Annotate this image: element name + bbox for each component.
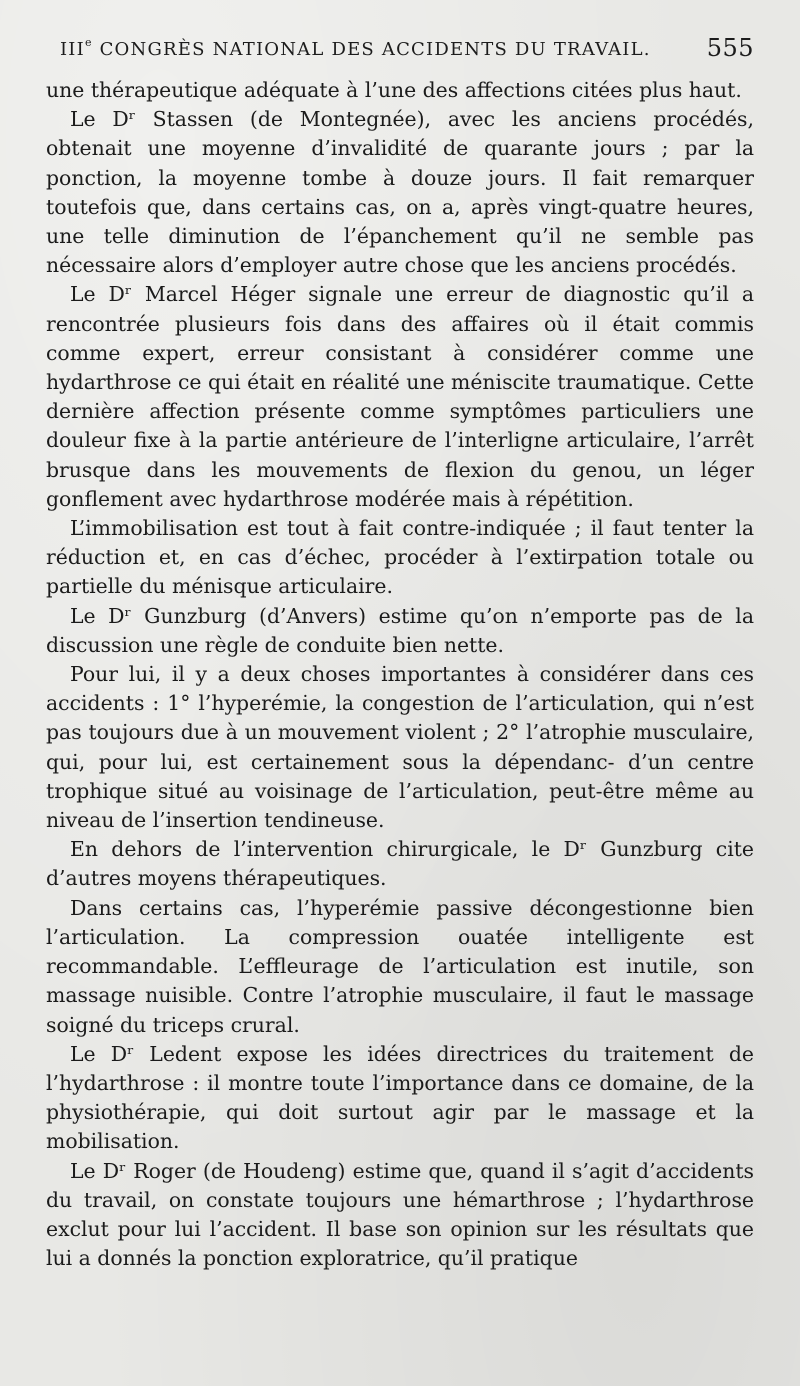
paragraph-gunzburg-means: En dehors de l’intervention chirurgicale, le Dʳ Gunzburg cite d’autres moyens thérapeutiques. <box>46 837 754 891</box>
paragraph-ledent: Le Dʳ Ledent expose les idées directrices du traitement de l’hydarthrose : il montre toute l’importance dans ce domaine, de la physiothérapie, qui doit surtout agir par le massage et la mobilisation. <box>46 1041 754 1154</box>
page-header <box>60 34 754 70</box>
paragraph-gunzburg-points: Pour lui, il y a deux choses importantes à considérer dans ces accidents : 1° l’hyperémie, la congestion de l’articulation, qui n’est pas toujours due à un mouvement violent ; 2° l’atrophie musculaire, qui, pour lui, est certainement sous la dépendanc- d’un centre trophique situé au voisinage de l’articulation, peut-être même au niveau de l’insertion tendineuse. <box>46 662 754 833</box>
running-title-text: CONGRÈS NATIONAL DES ACCIDENTS DU TRAVAIL. <box>99 39 651 60</box>
paragraph-immobilisation: L’immobilisation est tout à fait contre-indiquée ; il faut tenter la réduction et, en cas d’échec, procéder à l’extirpation totale ou partielle du ménisque articulaire. <box>46 516 754 599</box>
paragraph-heger: Le Dʳ Marcel Héger signale une erreur de diagnostic qu’il a rencontrée plusieurs fois dans des affaires où il était commis comme expert, erreur consistant à considérer comme une hydarthrose ce qui était en réalité une méniscite traumatique. Cette dernière affection présente comme symptômes particuliers une douleur fixe à la partie antérieure de l’interligne articulaire, l’arrêt brusque dans les mouvements de flexion du genou, un léger gonflement avec hydarthrose modérée mais à répétition. <box>46 282 754 511</box>
paragraph-hyperemie: Dans certains cas, l’hyperémie passive décongestionne bien l’articulation. La compression ouatée intelligente est recommandable. L’effleurage de l’articulation est inutile, son massage nuisible. Contre l’atrophie musculaire, il faut le massage soigné du triceps crural. <box>46 895 754 1037</box>
paragraph-stassen: Le Dʳ Stassen (de Montegnée), avec les anciens procédés, obtenait une moyenne d’invalidité de quarante jours ; par la ponction, la moyenne tombe à douze jours. Il fait remarquer toutefois que, dans certains cas, on a, après vingt-quatre heures, une telle diminution de l’épanchement qu’il ne semble pas nécessaire alors d’employer autre chose que les anciens procédés. <box>46 107 754 278</box>
body-text <box>46 76 754 1273</box>
running-title-prefix: III <box>60 39 85 60</box>
page-number: 555 <box>706 34 754 62</box>
paragraph-roger: Le Dʳ Roger (de Houdeng) estime que, quand il s’agit d’accidents du travail, on constate toujours une hémarthrose ; l’hydarthrose exclut pour lui l’accident. Il base son opinion sur les résultats que lui a donnés la ponction exploratrice, qu’il pratique <box>46 1158 754 1271</box>
running-title-superscript: e <box>84 36 93 49</box>
paragraph-continuation: une thérapeutique adéquate à l’une des affections citées plus haut. <box>46 78 742 102</box>
running-title <box>60 38 651 60</box>
paragraph-gunzburg-intro: Le Dʳ Gunzburg (d’Anvers) estime qu’on n’emporte pas de la discussion une règle de conduite bien nette. <box>46 603 754 657</box>
